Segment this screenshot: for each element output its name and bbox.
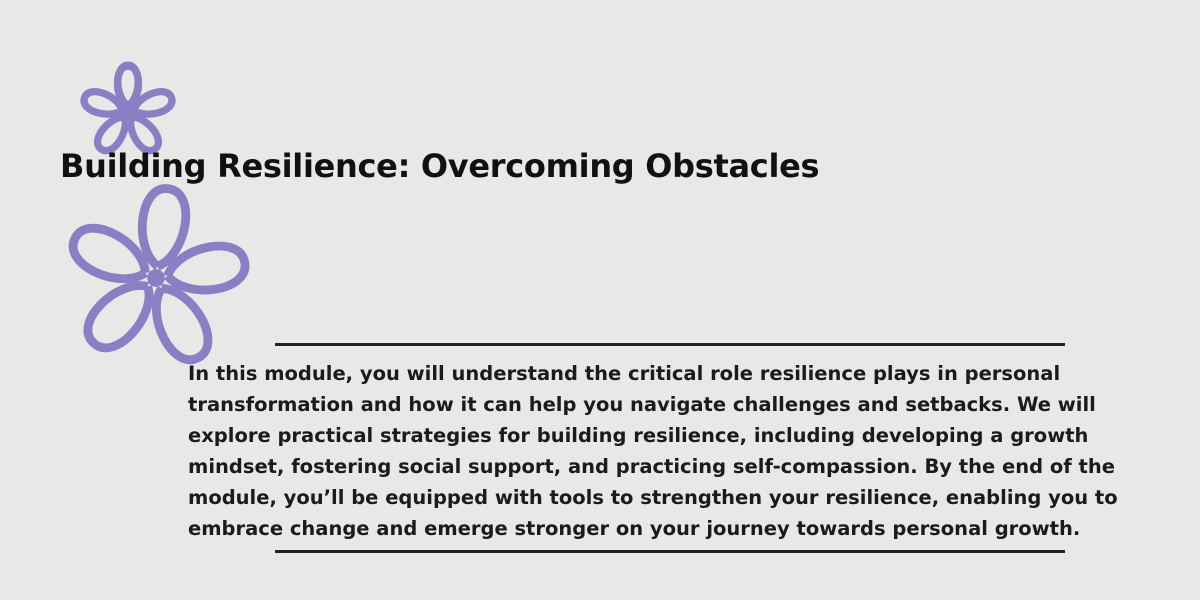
top-divider xyxy=(275,343,1065,346)
module-description: In this module, you will understand the critical role resilience plays in personal transformation and how it can help you navigate challenges and setbacks. We will explore practical strategies for building resilience, including developing a growth mindset, fostering social support, and practicing self-compassion. By the end of the module, you’ll be equipped with tools to strengthen your resilience, enabling you to embrace change and emerge stronger on your journey towards personal growth. xyxy=(188,362,1118,540)
bottom-divider xyxy=(275,550,1065,553)
module-title: Building Resilience: Overcoming Obstacles xyxy=(60,147,820,185)
flower-outline-icon xyxy=(58,180,254,376)
